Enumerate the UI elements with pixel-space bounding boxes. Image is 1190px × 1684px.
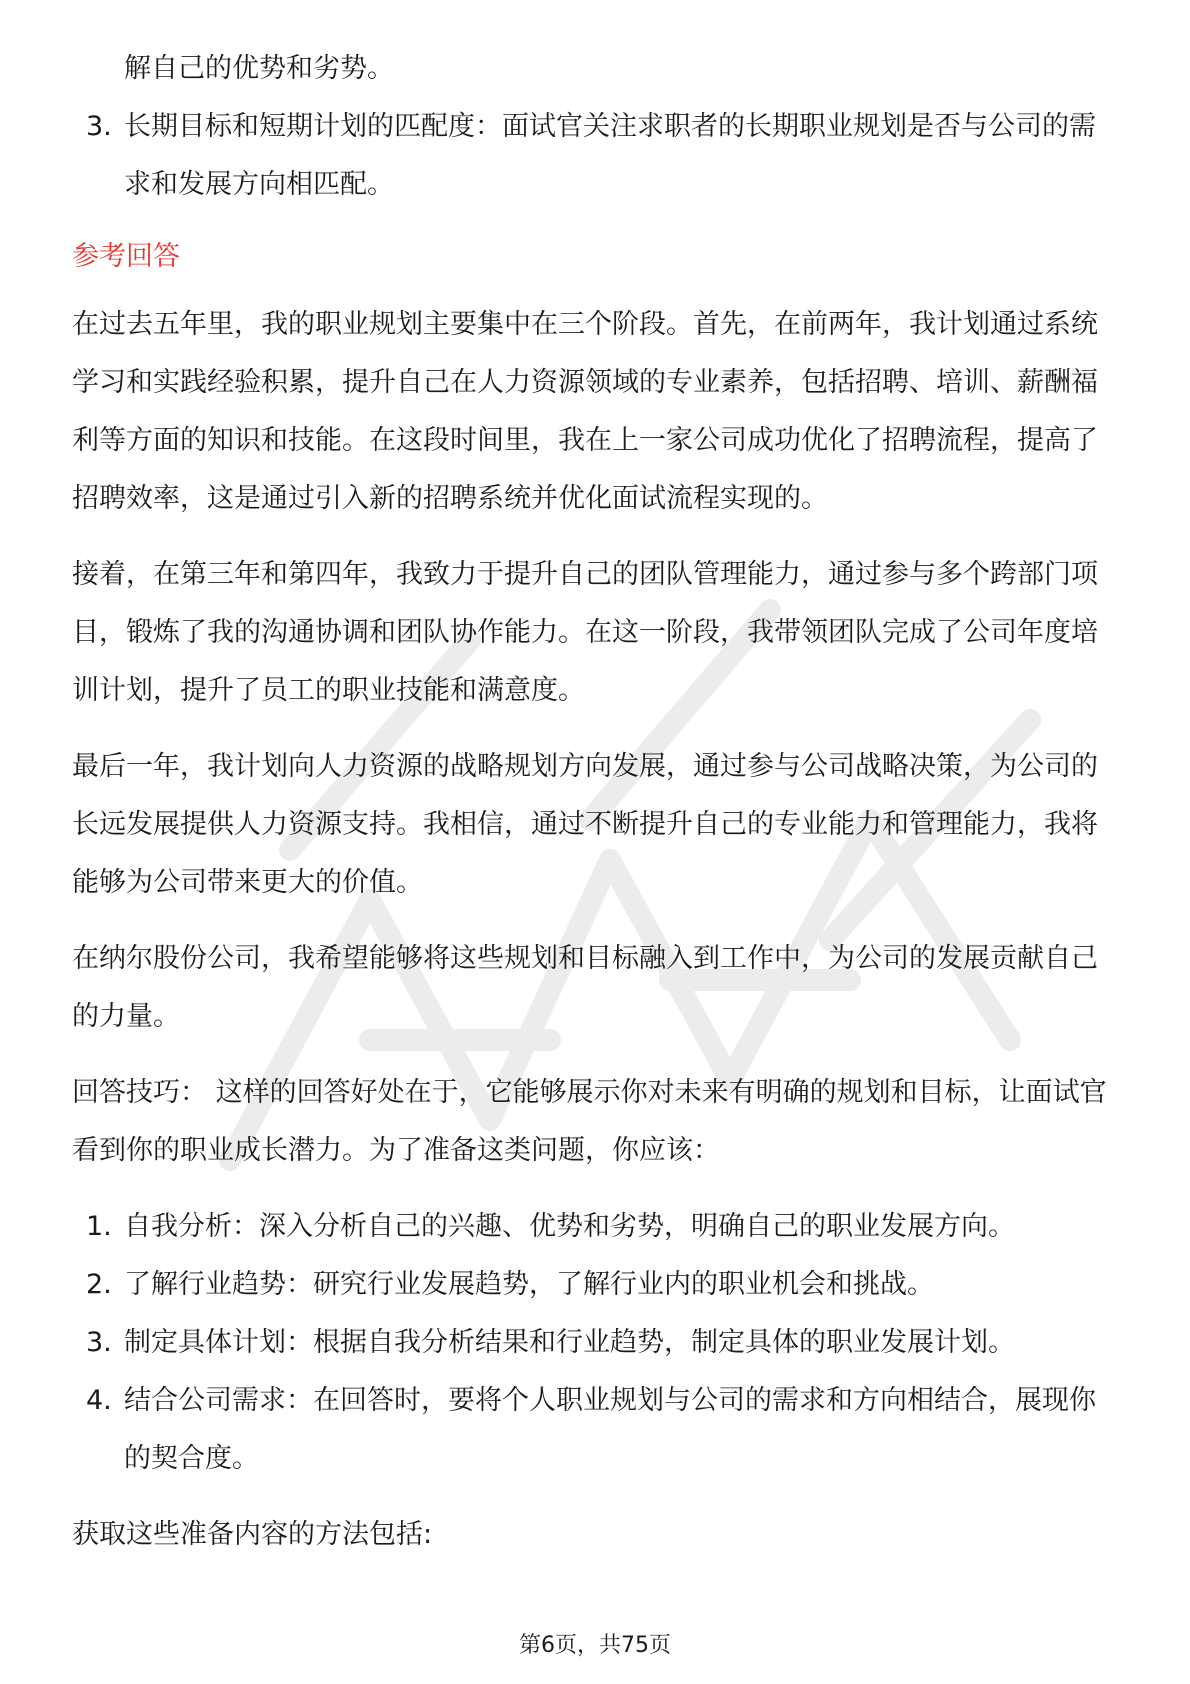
list-item [72,1198,1122,1256]
closing-line: 获取这些准备内容的方法包括: [72,1519,433,1550]
continuation-text: 解自己的优势和劣势。 [124,53,394,84]
tips-list [72,1198,1122,1488]
list-number: 3. [86,1327,112,1358]
list-item-text: 长期目标和短期计划的匹配度：面试官关注求职者的长期职业规划是否与公司的需求和发展方向相匹配。 [124,111,1096,200]
list-item [72,98,1122,214]
list-number: 1. [86,1211,112,1242]
main-content [72,40,1122,1582]
answer-paragraph: 在过去五年里，我的职业规划主要集中在三个阶段。首先，在前两年，我计划通过系统学习和实践经验积累，提升自己在人力资源领域的专业素养，包括招聘、培训、薪酬福利等方面的知识和技能。在这段时间里，我在上一家公司成功优化了招聘流程，提高了招聘效率，这是通过引入新的招聘系统并优化面试流程实现的。 [72,309,1098,514]
criteria-list [72,98,1122,214]
list-number: 4. [86,1385,112,1416]
answer-paragraph: 接着，在第三年和第四年，我致力于提升自己的团队管理能力，通过参与多个跨部门项目，锻炼了我的沟通协调和团队协作能力。在这一阶段，我带领团队完成了公司年度培训计划，提升了员工的职业技能和满意度。 [72,559,1098,706]
list-item [72,1314,1122,1372]
list-number: 2. [86,1269,112,1300]
list-item [72,1256,1122,1314]
section-heading-reference: 参考回答 [72,241,180,272]
list-number: 3. [86,111,112,142]
list-item-text: 结合公司需求：在回答时，要将个人职业规划与公司的需求和方向相结合，展现你的契合度。 [124,1385,1096,1474]
answer-paragraph: 最后一年，我计划向人力资源的战略规划方向发展，通过参与公司战略决策，为公司的长远发展提供人力资源支持。我相信，通过不断提升自己的专业能力和管理能力，我将能够为公司带来更大的价值。 [72,751,1098,898]
tips-intro: 回答技巧： 这样的回答好处在于，它能够展示你对未来有明确的规划和目标，让面试官看到你的职业成长潜力。为了准备这类问题，你应该： [72,1077,1107,1166]
list-item-text: 制定具体计划：根据自我分析结果和行业趋势，制定具体的职业发展计划。 [124,1327,1015,1358]
list-item-text: 了解行业趋势：研究行业发展趋势，了解行业内的职业机会和挑战。 [124,1269,934,1300]
page-footer: 第6页，共75页 [519,1633,671,1658]
list-item-text: 自我分析：深入分析自己的兴趣、优势和劣势，明确自己的职业发展方向。 [124,1211,1015,1242]
list-item [72,1372,1122,1488]
answer-paragraph: 在纳尔股份公司，我希望能够将这些规划和目标融入到工作中，为公司的发展贡献自己的力量。 [72,943,1098,1032]
